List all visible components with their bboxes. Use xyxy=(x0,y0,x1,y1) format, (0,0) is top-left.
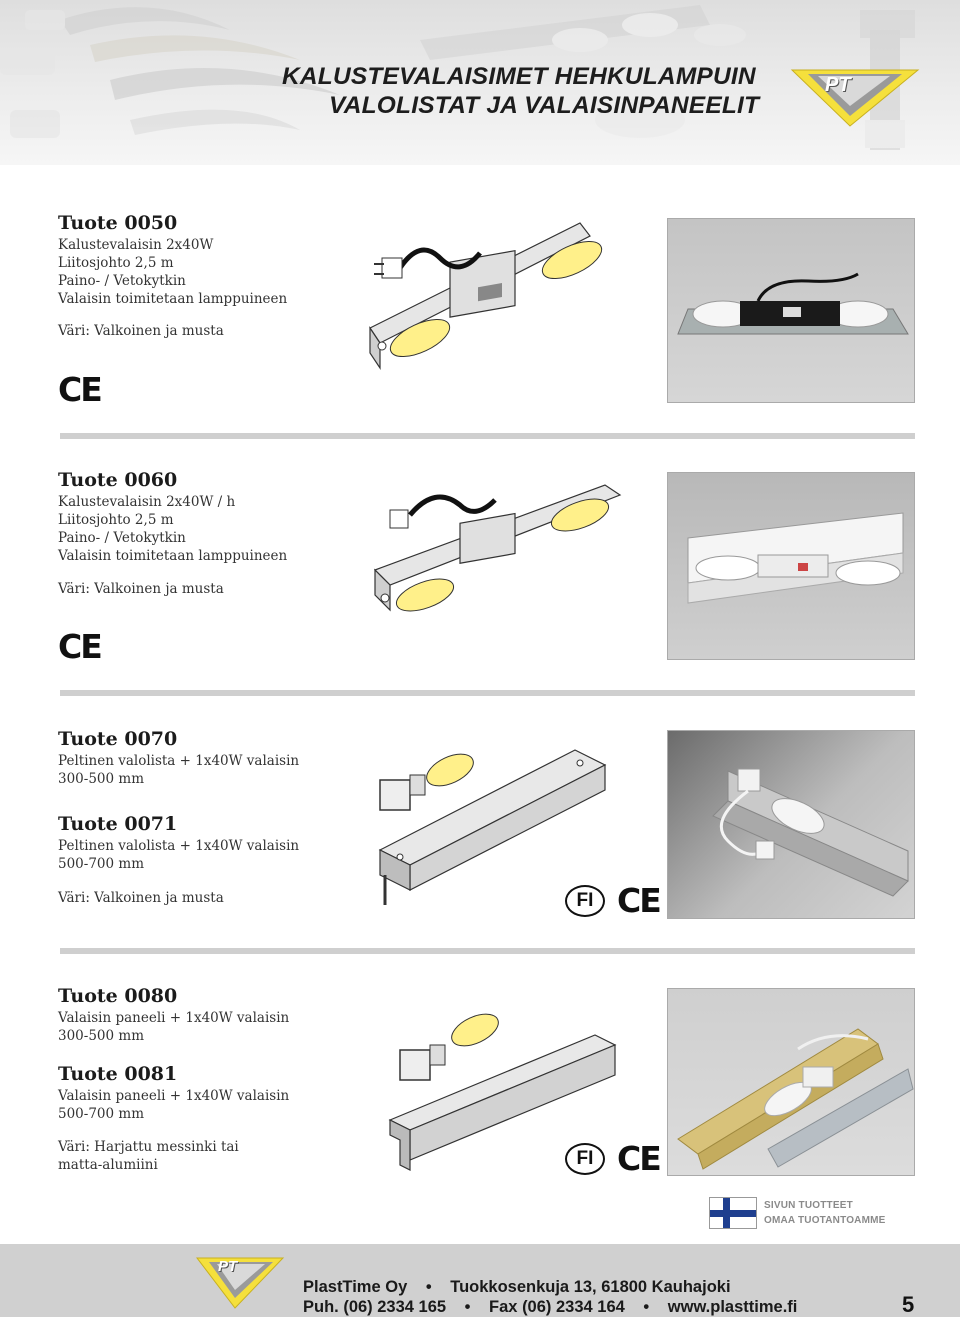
product-spec-line: 300-500 mm xyxy=(58,771,144,787)
product-line-drawing xyxy=(360,218,640,378)
product-spec-line: Liitosjohto 2,5 m xyxy=(58,512,174,528)
fi-mark-icon: FI xyxy=(565,1143,605,1175)
product-color-line: matta-alumiini xyxy=(58,1157,158,1173)
product-spec-line: 500-700 mm xyxy=(58,856,144,872)
plasttime-logo xyxy=(790,66,920,128)
product-spec-line: Liitosjohto 2,5 m xyxy=(58,255,174,271)
product-photo xyxy=(667,218,915,403)
product-spec-line: Peltinen valolista + 1x40W valaisin xyxy=(58,838,300,854)
product-color xyxy=(58,1138,239,1174)
product-color: Väri: Valkoinen ja musta xyxy=(58,323,224,339)
product-title: Tuote 0081 xyxy=(58,1063,178,1085)
product-photo xyxy=(667,988,915,1176)
product-spec-line: 500-700 mm xyxy=(58,1106,144,1122)
product-title: Tuote 0080 xyxy=(58,985,178,1007)
plasttime-footer-logo-text: PT xyxy=(218,1258,238,1275)
product-photo xyxy=(667,472,915,660)
badge-line: OMAA TUOTANTOAMME xyxy=(764,1215,886,1226)
page-number: 5 xyxy=(902,1292,915,1317)
product-spec-line: Kalustevalaisin 2x40W xyxy=(58,237,214,253)
product-description xyxy=(58,493,287,565)
plasttime-logo-text: PT xyxy=(825,74,851,96)
product-spec-line: Valaisin toimitetaan lamppuineen xyxy=(58,291,288,307)
ce-mark-icon: CE xyxy=(617,1139,660,1178)
footer-company: PlastTime Oy xyxy=(303,1278,408,1296)
footer-phone: Puh. (06) 2334 165 xyxy=(303,1298,447,1316)
ce-mark-icon: CE xyxy=(58,627,101,666)
product-title: Tuote 0060 xyxy=(58,469,178,491)
product-spec-line: Paino- / Vetokytkin xyxy=(58,273,186,289)
fi-mark-icon: FI xyxy=(565,885,605,917)
section-divider xyxy=(60,690,915,696)
ce-mark-icon: CE xyxy=(58,370,101,409)
badge-line: SIVUN TUOTTEET xyxy=(764,1200,853,1211)
page-title xyxy=(282,62,759,120)
ce-mark-icon: CE xyxy=(617,881,660,920)
page-title-line2: VALOLISTAT JA VALAISINPANEELIT xyxy=(329,92,760,119)
section-divider xyxy=(60,433,915,439)
finnish-production-badge xyxy=(764,1200,886,1226)
product-title: Tuote 0070 xyxy=(58,728,178,750)
product-photo xyxy=(667,730,915,919)
product-description xyxy=(58,236,287,308)
footer-website-link[interactable]: www.plasttime.fi xyxy=(667,1298,798,1316)
product-color: Väri: Valkoinen ja musta xyxy=(58,581,224,597)
product-color: Väri: Valkoinen ja musta xyxy=(58,890,224,906)
page-header xyxy=(0,0,960,165)
finland-flag-icon xyxy=(709,1197,757,1229)
product-spec-line: Valaisin toimitetaan lamppuineen xyxy=(58,548,288,564)
footer-fax: Fax (06) 2334 164 xyxy=(489,1298,625,1316)
plasttime-footer-logo xyxy=(195,1254,285,1310)
product-description xyxy=(58,1087,289,1123)
product-spec-line: Peltinen valolista + 1x40W valaisin xyxy=(58,753,300,769)
product-description xyxy=(58,1009,289,1045)
page-title-line1: KALUSTEVALAISIMET HEHKULAMPUIN xyxy=(282,63,756,90)
footer-contact-line1: PlastTime Oy • Tuokkosenkuja 13, 61800 Kauhajoki xyxy=(303,1278,731,1296)
section-divider xyxy=(60,948,915,954)
product-line-drawing xyxy=(365,480,645,630)
product-description xyxy=(58,837,299,873)
product-color-line: Väri: Harjattu messinki tai xyxy=(58,1139,239,1155)
product-spec-line: Paino- / Vetokytkin xyxy=(58,530,186,546)
product-spec-line: Valaisin paneeli + 1x40W valaisin xyxy=(58,1088,290,1104)
product-spec-line: Valaisin paneeli + 1x40W valaisin xyxy=(58,1010,290,1026)
product-spec-line: Kalustevalaisin 2x40W / h xyxy=(58,494,236,510)
product-title: Tuote 0050 xyxy=(58,212,178,234)
product-line-drawing xyxy=(375,745,615,905)
footer-address: Tuokkosenkuja 13, 61800 Kauhajoki xyxy=(450,1278,731,1296)
product-title: Tuote 0071 xyxy=(58,813,178,835)
product-spec-line: 300-500 mm xyxy=(58,1028,144,1044)
page-footer xyxy=(0,1244,960,1317)
product-description xyxy=(58,752,299,788)
footer-contact-line2: Puh. (06) 2334 165 • Fax (06) 2334 164 • www.plasttime.fi xyxy=(303,1298,798,1316)
